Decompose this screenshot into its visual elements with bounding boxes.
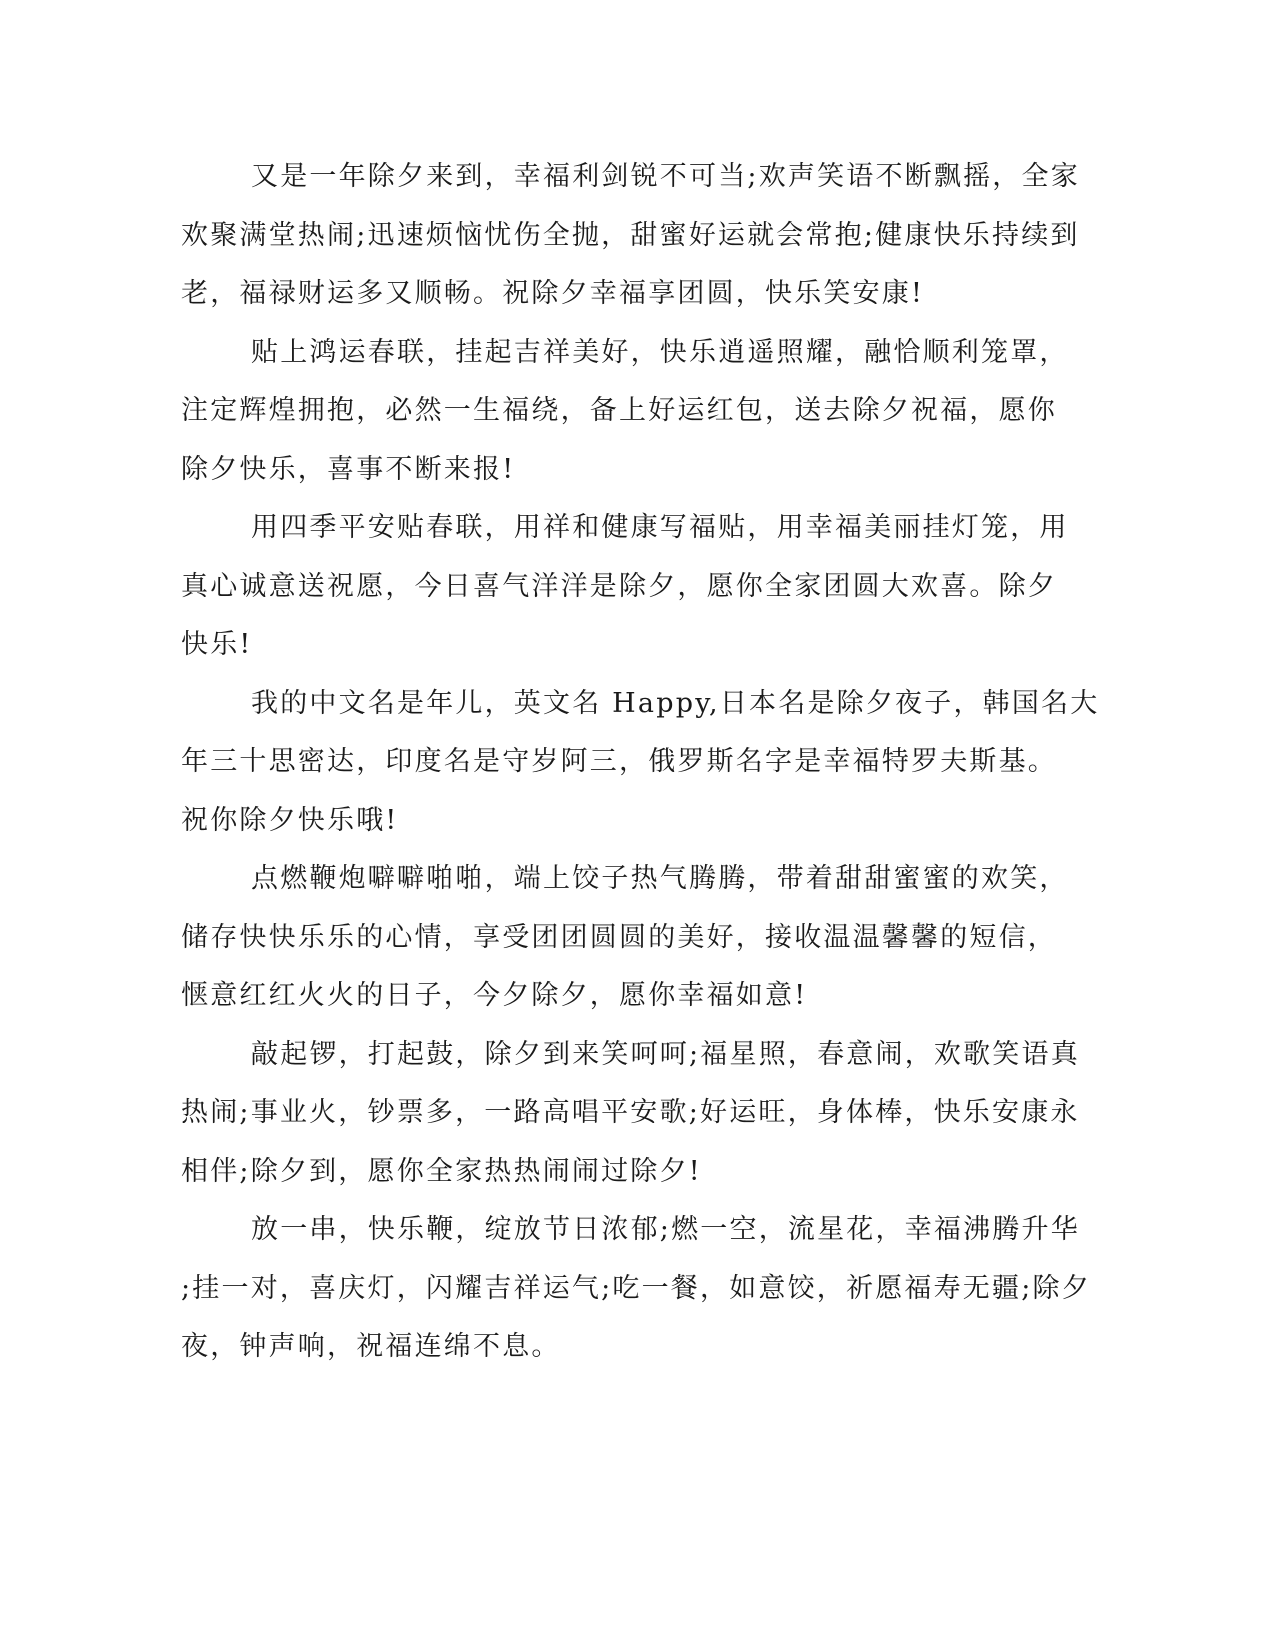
paragraph-5 xyxy=(181,850,1069,1026)
paragraph-line: 敲起锣，打起鼓，除夕到来笑呵呵;福星照，春意闹，欢歌笑语真 xyxy=(251,1038,1080,1070)
paragraph-line: 夜，钟声响，祝福连绵不息。 xyxy=(181,1331,561,1362)
paragraph-line: 我的中文名是年儿，英文名 Happy,日本名是除夕夜子，韩国名大 xyxy=(251,687,1100,719)
paragraph-line: 放一串，快乐鞭，绽放节日浓郁;燃一空，流星花，幸福沸腾升华 xyxy=(251,1214,1080,1245)
paragraph-4 xyxy=(181,675,1100,851)
paragraph-line: 又是一年除夕来到，幸福利剑锐不可当;欢声笑语不断飘摇，全家 xyxy=(251,161,1080,192)
paragraph-line: ;挂一对，喜庆灯，闪耀吉祥运气;吃一餐，如意饺，祈愿福寿无疆;除夕 xyxy=(181,1272,1091,1304)
paragraph-line: 快乐! xyxy=(181,629,253,660)
paragraph-line: 真心诚意送祝愿，今日喜气洋洋是除夕，愿你全家团圆大欢喜。除夕 xyxy=(181,570,1057,602)
paragraph-line: 相伴;除夕到，愿你全家热热闹闹过除夕! xyxy=(181,1155,702,1187)
paragraph-line: 储存快快乐乐的心情，享受团团圆圆的美好，接收温温馨馨的短信， xyxy=(181,921,1057,953)
paragraph-line: 除夕快乐，喜事不断来报! xyxy=(181,453,516,485)
paragraph-1 xyxy=(181,148,1080,324)
document-body xyxy=(181,148,1100,1377)
paragraph-3 xyxy=(181,499,1069,675)
paragraph-line: 热闹;事业火，钞票多，一路高唱平安歌;好运旺，身体棒，快乐安康永 xyxy=(181,1097,1080,1128)
paragraph-line: 欢聚满堂热闹;迅速烦恼忧伤全抛，甜蜜好运就会常抱;健康快乐持续到 xyxy=(181,219,1080,251)
paragraph-line: 年三十思密达，印度名是守岁阿三，俄罗斯名字是幸福特罗夫斯基。 xyxy=(181,746,1057,777)
paragraph-2 xyxy=(181,324,1069,500)
paragraph-7 xyxy=(181,1201,1091,1377)
paragraph-6 xyxy=(181,1026,1080,1202)
paragraph-line: 点燃鞭炮噼噼啪啪，端上饺子热气腾腾，带着甜甜蜜蜜的欢笑， xyxy=(251,863,1069,894)
paragraph-line: 祝你除夕快乐哦! xyxy=(181,804,399,836)
paragraph-line: 用四季平安贴春联，用祥和健康写福贴，用幸福美丽挂灯笼，用 xyxy=(251,512,1069,543)
paragraph-line: 惬意红红火火的日子，今夕除夕，愿你幸福如意! xyxy=(181,980,808,1011)
paragraph-line: 贴上鸿运春联，挂起吉祥美好，快乐逍遥照耀，融恰顺利笼罩， xyxy=(251,336,1069,368)
paragraph-line: 注定辉煌拥抱，必然一生福绕，备上好运红包，送去除夕祝福，愿你 xyxy=(181,395,1057,426)
paragraph-line: 老，福禄财运多又顺畅。祝除夕幸福享团圆，快乐笑安康! xyxy=(181,278,925,309)
